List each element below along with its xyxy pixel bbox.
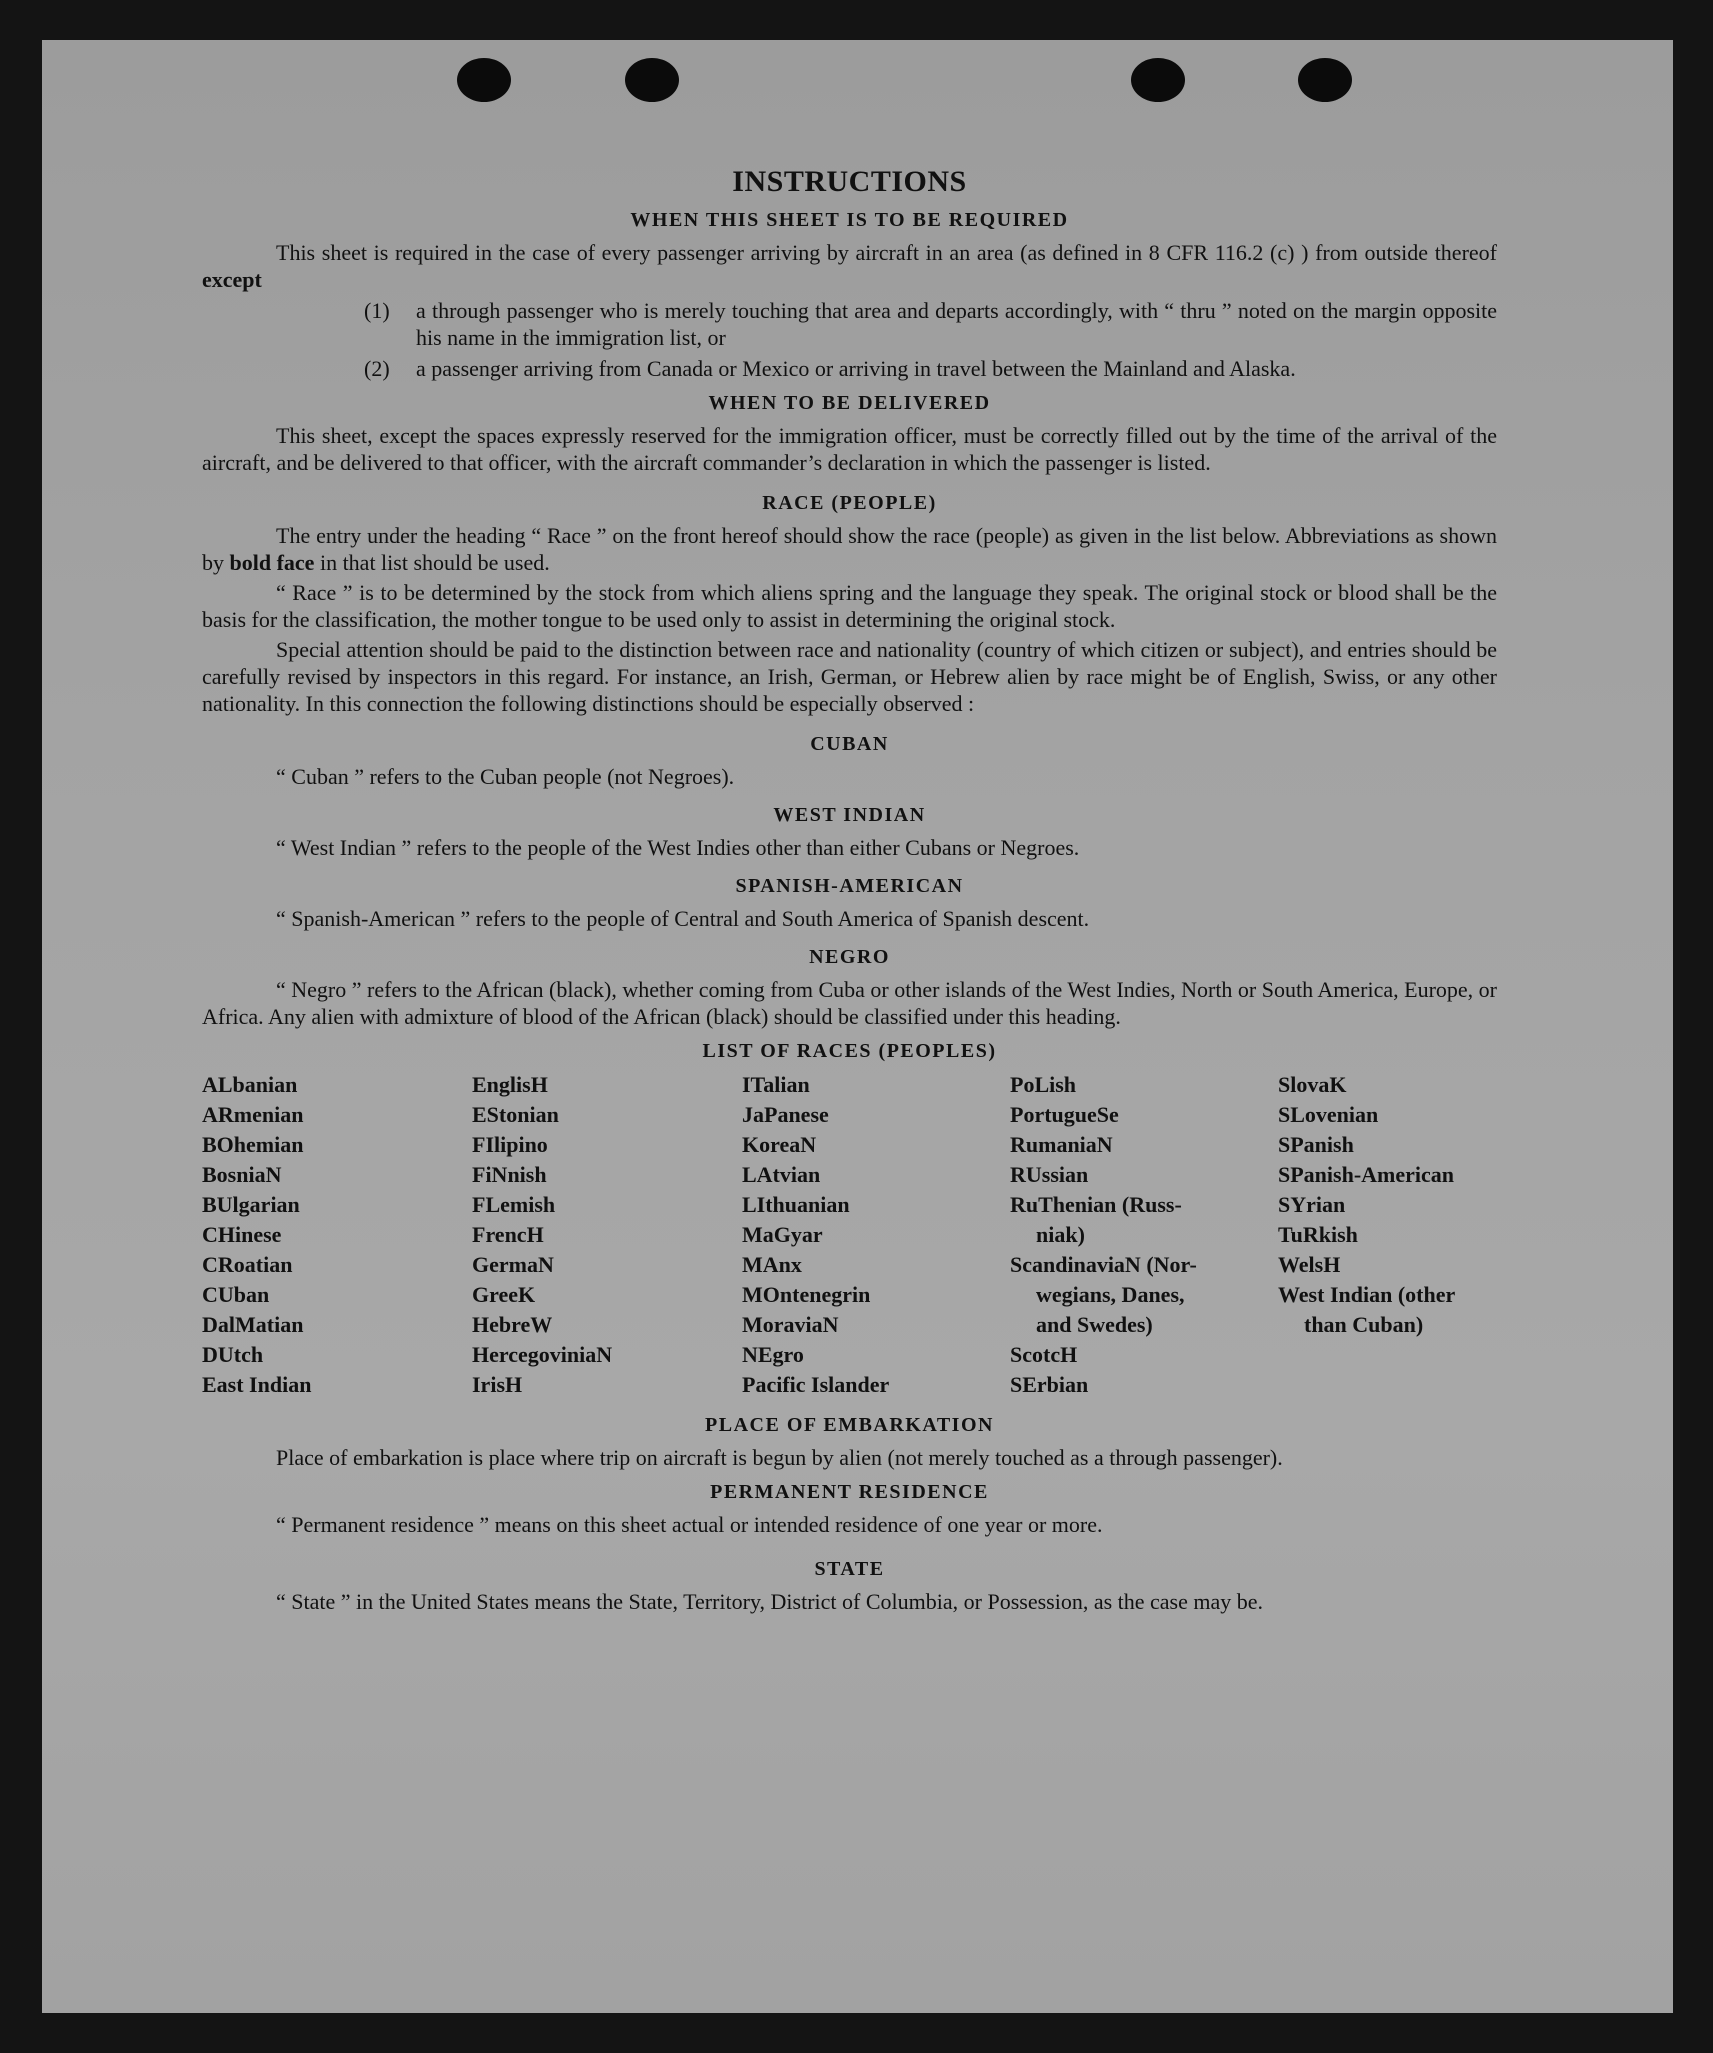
heading-spanish-american: SPANISH-AMERICAN [735,875,964,897]
race-entry: Pacific Islander [742,1372,890,1397]
race-entry-continuation: than Cuban) [1304,1312,1424,1337]
race-entry: HercegoviniaN [472,1342,613,1367]
race-entry: SPanish [1278,1132,1354,1157]
heading-when-delivered: WHEN TO BE DELIVERED [708,392,991,414]
race-entry: CHinese [202,1222,282,1247]
cuban-definition: “ Cuban ” refers to the Cuban people (not Negroes). [276,764,735,789]
race-entry: DalMatian [202,1312,304,1337]
race-entry: FIlipino [472,1132,548,1157]
heading-list-of-races: LIST OF RACES (PEOPLES) [702,1040,997,1062]
race-entry: MaGyar [742,1222,823,1247]
races-column-5 [1278,1070,1497,1400]
race-entry: ScotcH [1010,1342,1078,1367]
race-entry: SYrian [1278,1192,1346,1217]
race-entry: FiNnish [472,1162,547,1187]
race-entry-continuation: and Swedes) [1036,1312,1153,1337]
race-entry: GreeK [472,1282,536,1307]
race-entry: SErbian [1010,1372,1089,1397]
race-entry: FLemish [472,1192,556,1217]
races-column-2 [472,1070,742,1400]
race-entry: DUtch [202,1342,264,1367]
race-entry: MoraviaN [742,1312,839,1337]
race-paragraph-3: Special attention should be paid to the distinction between race and nationality (country of which citizen or subject), and entries should be carefully revised by inspectors in this regard. For instance, an Irish, German, or Hebrew alien by race might be of English, Swiss, or any other nationality. In this connection the following distinctions should be especially observed : [202,637,1497,716]
races-column-3 [742,1070,1010,1400]
punch-hole [457,58,511,102]
document-sheet [42,40,1673,2013]
race-entry: LAtvian [742,1162,821,1187]
races-column-4 [1010,1070,1278,1400]
embarkation-text: Place of embarkation is place where trip on aircraft is begun by alien (not merely touched as a through passenger). [276,1445,1283,1470]
race-entry: SPanish-American [1278,1162,1454,1187]
race-entry-continuation: niak) [1036,1222,1085,1247]
race-entry: RUssian [1010,1162,1089,1187]
race-entry: RuThenian (Russ- [1010,1192,1182,1217]
punch-hole [625,58,679,102]
when-delivered-text: This sheet, except the spaces expressly reserved for the immigration officer, must be correctly filled out by the time of the arrival of the aircraft, and be delivered to that officer, with the aircraft commander’s declaration in which the passenger is listed. [202,423,1497,475]
punch-hole [1298,58,1352,102]
race-entry: LIthuanian [742,1192,850,1217]
races-list [202,1070,1497,1400]
exception-item-1: (1) a through passenger who is merely touching that area and departs accordingly, with “ thru ” noted on the margin opposite his name in the immigration list, or [364,298,1497,350]
race-entry: ARmenian [202,1102,304,1127]
race-entry: BUlgarian [202,1192,300,1217]
race-entry: BosniaN [202,1162,282,1187]
race-entry: CRoatian [202,1252,293,1277]
race-entry: IrisH [472,1372,523,1397]
heading-when-required: WHEN THIS SHEET IS TO BE REQUIRED [630,209,1069,231]
instructions-content [202,165,1497,1615]
heading-race: RACE (PEOPLE) [762,492,937,514]
race-entry: CUban [202,1282,270,1307]
heading-west-indian: WEST INDIAN [773,804,926,826]
race-paragraph-2: “ Race ” is to be determined by the stock from which aliens spring and the language they speak. The original stock or blood shall be the basis for the classification, the mother tongue to be used only to assist in determining the original stock. [202,580,1497,632]
race-entry: PoLish [1010,1072,1077,1097]
race-entry: PortugueSe [1010,1102,1119,1127]
race-entry: MAnx [742,1252,802,1277]
race-paragraph-1: The entry under the heading “ Race ” on the front hereof should show the race (people) as given in the list below. Abbreviations as shown by bold face in that list should be used. [202,523,1497,575]
race-entry: ITalian [742,1072,810,1097]
permanent-residence-text: “ Permanent residence ” means on this sheet actual or intended residence of one year or more. [276,1512,1103,1537]
page-title: INSTRUCTIONS [732,165,967,198]
race-entry: GermaN [472,1252,554,1277]
west-indian-definition: “ West Indian ” refers to the people of the West Indies other than either Cubans or Negroes. [276,835,1080,860]
race-entry: EnglisH [472,1072,548,1097]
race-entry: East Indian [202,1372,312,1397]
race-entry: FrencH [472,1222,544,1247]
heading-permanent-residence: PERMANENT RESIDENCE [710,1481,989,1503]
race-entry: BOhemian [202,1132,304,1157]
negro-definition: “ Negro ” refers to the African (black), whether coming from Cuba or other islands of the West Indies, North or South America, Europe, or Africa. Any alien with admixture of blood of the African (black) should be classified under this heading. [202,977,1497,1029]
race-entry: JaPanese [742,1102,829,1127]
races-column-1 [202,1070,472,1400]
race-entry: WelsH [1278,1252,1341,1277]
punch-hole [1131,58,1185,102]
race-entry-continuation: wegians, Danes, [1036,1282,1185,1307]
race-entry: RumaniaN [1010,1132,1113,1157]
state-text: “ State ” in the United States means the State, Territory, District of Columbia, or Possession, as the case may be. [276,1589,1264,1614]
race-entry: NEgro [742,1342,804,1367]
race-entry: ScandinaviaN (Nor- [1010,1252,1197,1277]
race-entry: MOntenegrin [742,1282,871,1307]
exception-item-2: (2) a passenger arriving from Canada or Mexico or arriving in travel between the Mainland and Alaska. [364,356,1296,381]
spanish-american-definition: “ Spanish-American ” refers to the people of Central and South America of Spanish descent. [276,906,1090,931]
race-entry: ALbanian [202,1072,298,1097]
race-entry: EStonian [472,1102,559,1127]
race-entry: SlovaK [1278,1072,1347,1097]
race-entry: HebreW [472,1312,553,1337]
race-entry: West Indian (other [1278,1282,1456,1307]
race-entry: SLovenian [1278,1102,1379,1127]
race-entry: TuRkish [1278,1222,1358,1247]
heading-cuban: CUBAN [810,733,889,755]
race-entry: KoreaN [742,1132,817,1157]
heading-state: STATE [814,1558,885,1580]
when-required-intro: This sheet is required in the case of every passenger arriving by aircraft in an area (as defined in 8 CFR 116.2 (c) ) from outside thereof except [202,240,1497,292]
heading-negro: NEGRO [809,946,890,968]
heading-embarkation: PLACE OF EMBARKATION [705,1414,994,1436]
